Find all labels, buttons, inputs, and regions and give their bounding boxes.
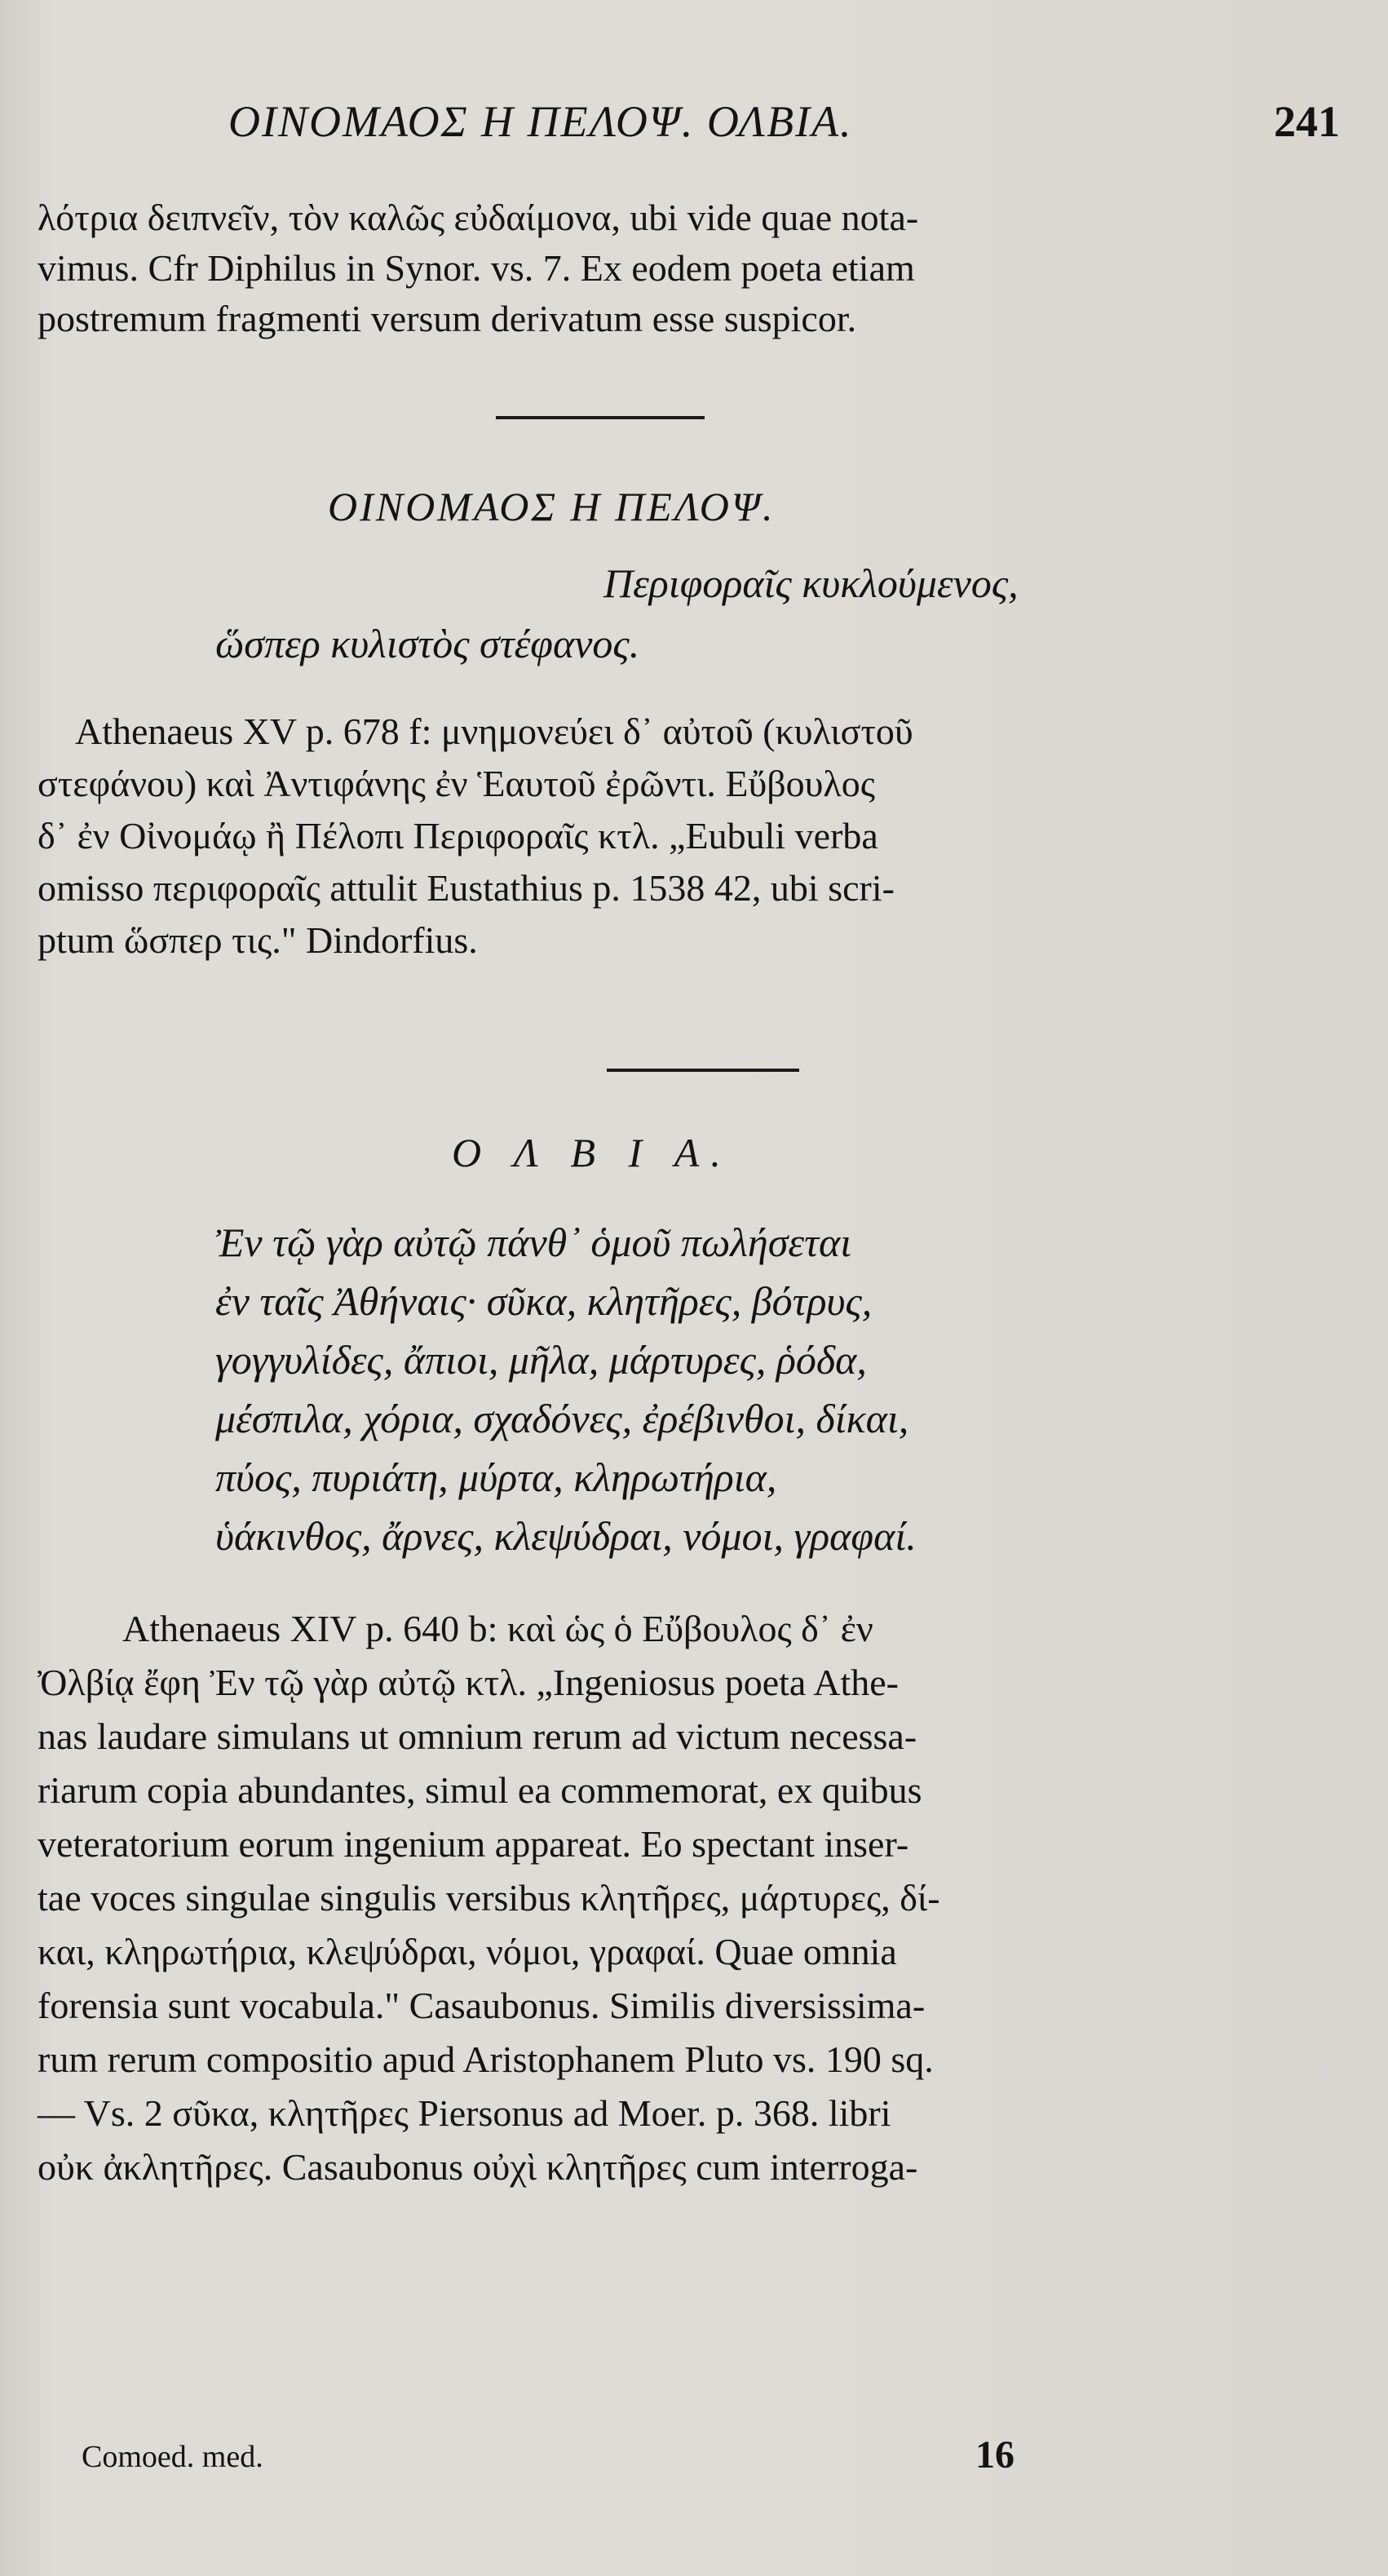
verse-line: γογγυλίδες, ἄπιοι, μῆλα, μάρτυρες, ῥόδα, bbox=[215, 1337, 867, 1383]
commentary-line: στεφάνου) καὶ Ἀντιφάνης ἐν Ἑαυτοῦ ἐρῶντι. Εὔβουλος bbox=[38, 763, 875, 804]
verse-line: μέσπιλα, χόρια, σχαδόνες, ἐρέβινθοι, δίκαι, bbox=[215, 1396, 909, 1441]
commentary-line: οὐκ ἀκλητῆρες. Casaubonus οὐχὶ κλητῆρες cum interroga- bbox=[38, 2146, 918, 2188]
commentary-line: riarum copia abundantes, simul ea commemorat, ex quibus bbox=[38, 1769, 922, 1811]
sheet-number: 16 bbox=[975, 2433, 1014, 2476]
section-heading-oinomaos: ΟΙΝΟΜΑΟΣ Η ΠΕΛΟΨ. bbox=[328, 484, 776, 529]
verse-line: Ἐν τῷ γὰρ αὐτῷ πάνθ᾽ ὁμοῦ πωλήσεται bbox=[215, 1219, 852, 1265]
verse-line: πύος, πυριάτη, μύρτα, κληρωτήρια, bbox=[215, 1454, 777, 1500]
commentary-line: δ᾽ ἐν Οἰνομάῳ ἢ Πέλοπι Περιφοραῖς κτλ. „Eubuli verba bbox=[38, 815, 878, 856]
page-number: 241 bbox=[1274, 97, 1340, 146]
commentary-line: ptum ὥσπερ τις." Dindorfius. bbox=[38, 919, 478, 961]
commentary-line: tae voces singulae singulis versibus κλητῆρες, μάρτυρες, δί- bbox=[38, 1877, 940, 1919]
commentary-line: και, κληρωτήρια, κλεψύδραι, νόμοι, γραφαί. Quae omnia bbox=[38, 1931, 897, 1972]
verse-line: ἐν ταῖς Ἀθήναις· σῦκα, κλητῆρες, βότρυς, bbox=[215, 1278, 873, 1324]
commentary-line: Athenaeus XV p. 678 f: μνημονεύει δ᾽ αὐτοῦ (κυλιστοῦ bbox=[75, 710, 913, 752]
signature-mark: Comoed. med. bbox=[82, 2440, 263, 2474]
verse-line: ὑάκινθος, ἄρνες, κλεψύδραι, νόμοι, γραφαί. bbox=[215, 1513, 917, 1559]
verse-line: Περιφοραῖς κυκλούμενος, bbox=[603, 560, 1019, 606]
section-heading-olbia: Ο Λ Β Ι Α. bbox=[452, 1130, 732, 1175]
commentary-line: Athenaeus XIV p. 640 b: καὶ ὡς ὁ Εὔβουλος δ᾽ ἐν bbox=[122, 1608, 873, 1649]
intro-line: λότρια δειπνεῖν, τὸν καλῶς εὐδαίμονα, ubi vide quae nota- bbox=[38, 197, 919, 238]
running-title: ΟΙΝΟΜΑΟΣ Η ΠΕΛΟΨ. ΟΛΒΙΑ. bbox=[228, 97, 853, 146]
section-divider bbox=[607, 1069, 799, 1072]
commentary-line: nas laudare simulans ut omnium rerum ad victum necessa- bbox=[38, 1715, 917, 1757]
commentary-line: — Vs. 2 σῦκα, κλητῆρες Piersonus ad Moer. p. 368. libri bbox=[38, 2092, 891, 2134]
verse-line: ὥσπερ κυλιστὸς στέφανος. bbox=[215, 621, 640, 666]
commentary-line: forensia sunt vocabula." Casaubonus. Similis diversissima- bbox=[38, 1985, 926, 2026]
commentary-line: omisso περιφοραῖς attulit Eustathius p. 1538 42, ubi scri- bbox=[38, 867, 895, 909]
commentary-line: Ὀλβίᾳ ἔφη Ἐν τῷ γὰρ αὐτῷ κτλ. „Ingeniosus poeta Athe- bbox=[38, 1662, 900, 1703]
intro-line: vimus. Cfr Diphilus in Synor. vs. 7. Ex eodem poeta etiam bbox=[38, 247, 915, 289]
intro-line: postremum fragmenti versum derivatum esse suspicor. bbox=[38, 298, 857, 339]
commentary-line: veteratorium eorum ingenium appareat. Eo spectant inser- bbox=[38, 1823, 909, 1865]
section-divider bbox=[496, 416, 705, 419]
commentary-line: rum rerum compositio apud Aristophanem Pluto vs. 190 sq. bbox=[38, 2038, 934, 2080]
